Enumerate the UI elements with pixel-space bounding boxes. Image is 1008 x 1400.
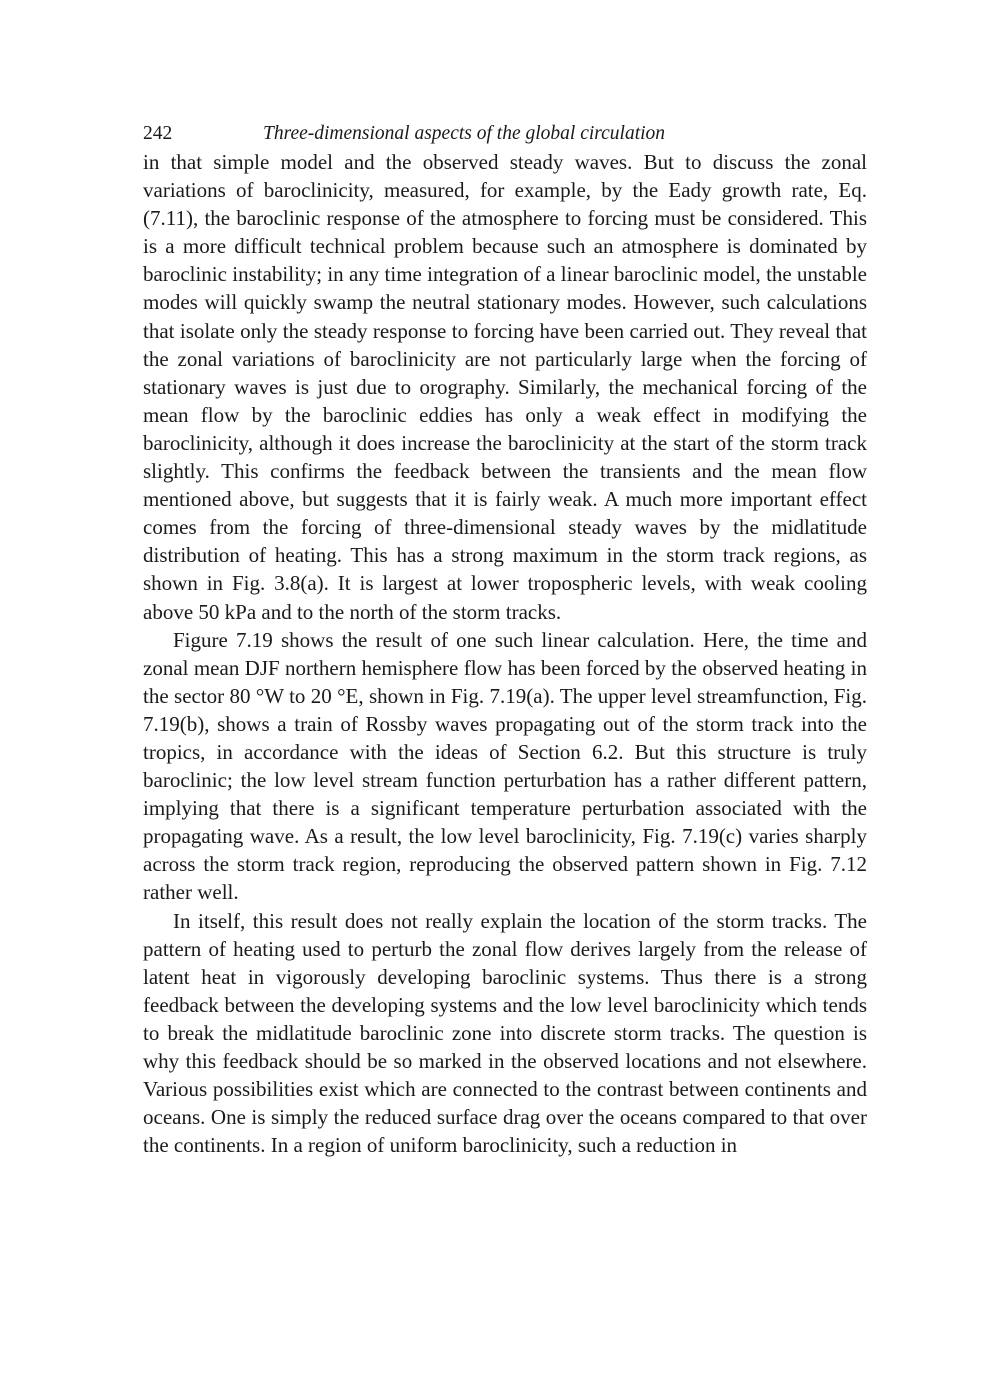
paragraph-continuation: in that simple model and the observed steady waves. But to discuss the zonal variations of baroclinicity, measured, for example, by the Eady growth rate, Eq. (7.11), the baroclinic response of the atmosphere to forcing must be considered. This is a more difficult technical problem because such an atmosphere is dominated by baroclinic instability; in any time integration of a linear baroclinic model, the unstable modes will quickly swamp the neutral stationary modes. However, such calculations that isolate only the steady response to forcing have been carried out. They reveal that the zonal variations of baroclinicity are not particularly large when the forcing of stationary waves is just due to orography. Similarly, the mechanical forcing of the mean flow by the baroclinic eddies has only a weak effect in modifying the baroclinicity, although it does increase the baroclinicity at the start of the storm track slightly. This confirms the feedback between the transients and the mean flow mentioned above, but suggests that it is fairly weak. A much more important effect comes from the forcing of three-dimensional steady waves by the midlatitude distribution of heating. This has a strong maximum in the storm track regions, as shown in Fig. 3.8(a). It is largest at lower tropospheric levels, with weak cooling above 50 kPa and to the north of the storm tracks.	[143, 150, 867, 624]
page-number: 242	[143, 123, 173, 144]
paragraph-storm-tracks: In itself, this result does not really explain the location of the storm tracks. The pattern of heating used to perturb the zonal flow derives largely from the release of latent heat in vigorously developing baroclinic systems. Thus there is a strong feedback between the developing systems and the low level baroclinicity which tends to break the midlatitude baroclinic zone into discrete storm tracks. The question is why this feedback should be so marked in the observed locations and not elsewhere. Various possibilities exist which are connected to the contrast between continents and oceans. One is simply the reduced surface drag over the oceans compared to that over the continents. In a region of uniform baroclinicity, such a reduction in	[143, 908, 867, 1158]
body-text	[143, 148, 867, 1159]
book-page	[143, 120, 867, 1159]
paragraph-figure-7-19: Figure 7.19 shows the result of one such linear calculation. Here, the time and zonal mean DJF northern hemisphere flow has been forced by the observed heating in the sector 80 °W to 20 °E, shown in Fig. 7.19(a). The upper level streamfunction, Fig. 7.19(b), shows a train of Rossby waves propagating out of the storm track into the tropics, in accordance with the ideas of Section 6.2. But this structure is truly baroclinic; the low level stream function perturbation has a rather different pattern, implying that there is a significant temperature perturbation associated with the propagating wave. As a result, the low level baroclinicity, Fig. 7.19(c) varies sharply across the storm track region, reproducing the observed pattern shown in Fig. 7.12 rather well.	[143, 627, 867, 905]
running-title: Three-dimensional aspects of the global circulation	[263, 123, 666, 144]
running-head	[143, 120, 867, 148]
